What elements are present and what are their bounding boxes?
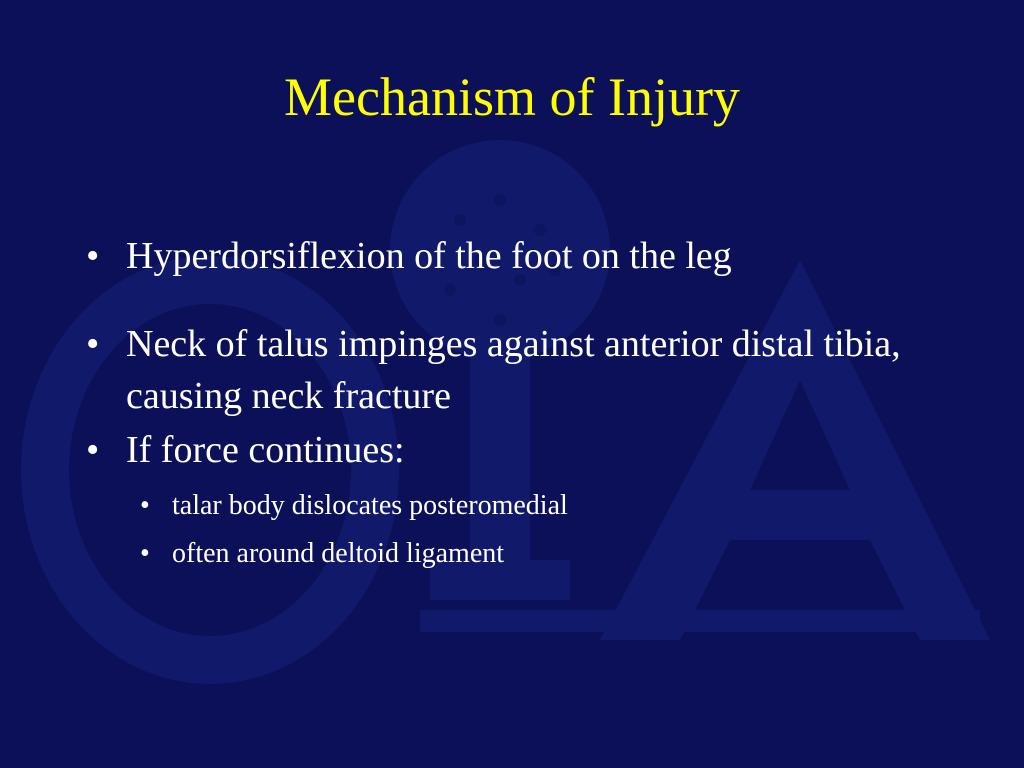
sub-bullet-marker: • (140, 490, 150, 521)
bullet-text: Hyperdorsiflexion of the foot on the leg (126, 235, 732, 277)
bullet-text: If force continues: (126, 429, 405, 471)
slide-title: Mechanism of Injury (284, 67, 740, 127)
bullet-marker: • (86, 235, 100, 277)
bullet-marker: • (86, 323, 100, 365)
bullet-item (86, 424, 946, 578)
bullet-list (86, 230, 946, 578)
sub-bullet-item (140, 482, 946, 530)
sub-bullet-marker: • (140, 538, 150, 569)
sub-bullet-text: often around deltoid ligament (172, 538, 505, 569)
sub-bullet-list (126, 482, 946, 578)
bullet-marker: • (86, 429, 100, 471)
sub-bullet-text: talar body dislocates posteromedial (172, 490, 568, 521)
bullet-item (86, 230, 946, 282)
bullet-item (86, 318, 946, 422)
sub-bullet-item (140, 530, 946, 578)
bullet-text: Neck of talus impinges against anterior distal tibia, causing neck fracture (126, 323, 901, 417)
